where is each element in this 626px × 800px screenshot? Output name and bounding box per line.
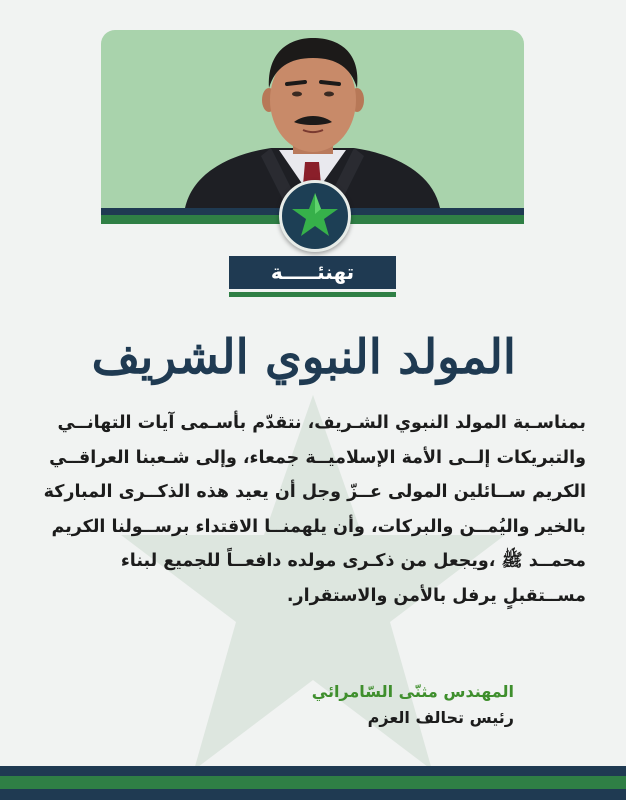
message-body: بمناسـبة المولد النبوي الشـريف، نتقدّم بأسـمى آيات التهانــي والتبريكات إلــى الأمة الإسلاميــة جمعاء، وإلى شـعبنا العراقــي الكريم ســائلين المولى عــزّ وجل أن يعيد هذه الذكــرى المباركة بالخير واليُمــن والبركات، وأن يلهمنــا الاقتداء برســولنا الكريم محمــد ﷺ ،ويجعل من ذكـرى مولده دافعــاً للجميع لبناء مســتقبلٍ يرفل بالأمن والاستقرار. (43, 413, 586, 606)
greeting-tag-underline (229, 292, 396, 297)
green-star-icon (289, 190, 341, 242)
footer-navy-stripe-bottom (0, 789, 626, 800)
greeting-tag (229, 256, 396, 289)
star-badge (279, 180, 351, 252)
footer-navy-stripe (0, 766, 626, 776)
signature-title: رئيس تحالف العزم (367, 708, 514, 727)
footer-green-stripe (0, 776, 626, 789)
calligraphy-headline: المولد النبوي الشريف (91, 330, 516, 385)
greeting-tag-label: تهنئـــــة (270, 260, 355, 284)
signature-name: المهندس مثنّى السّامرائي (311, 682, 514, 701)
